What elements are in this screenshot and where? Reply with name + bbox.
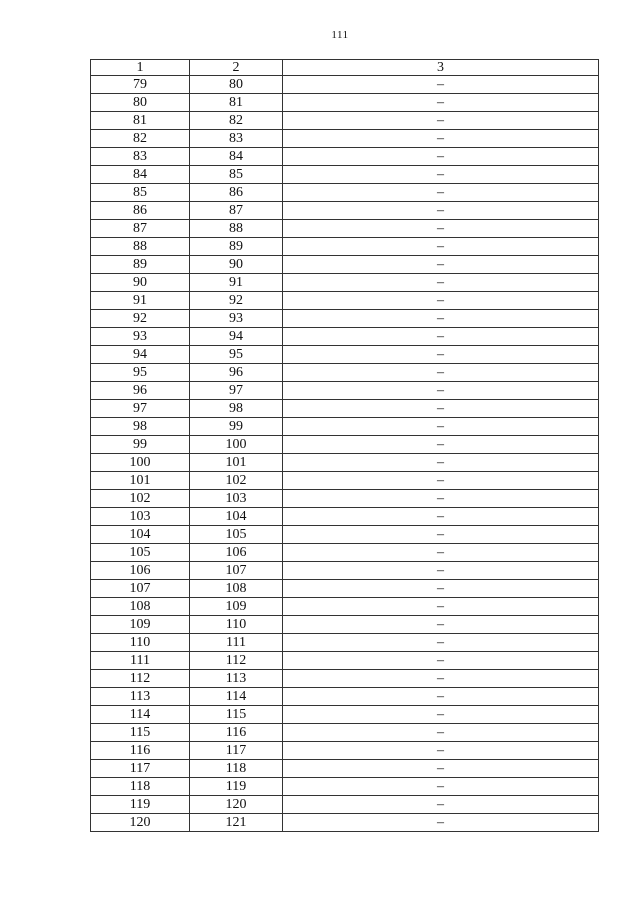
- table-cell-col-2: 106: [190, 544, 283, 562]
- table-cell-col-1: 103: [91, 508, 190, 526]
- table-cell-col-1: 96: [91, 382, 190, 400]
- table-row: [91, 76, 599, 94]
- table-cell-col-3: –: [283, 616, 599, 634]
- table-row: [91, 616, 599, 634]
- table-cell-col-2: 121: [190, 814, 283, 832]
- table-row: [91, 706, 599, 724]
- table-cell-col-3: –: [283, 454, 599, 472]
- table-cell-col-1: 114: [91, 706, 190, 724]
- table-cell-col-3: –: [283, 148, 599, 166]
- table-cell-col-3: –: [283, 796, 599, 814]
- table-cell-col-3: –: [283, 508, 599, 526]
- table-cell-col-1: 90: [91, 274, 190, 292]
- page-number: 111: [331, 29, 349, 41]
- table-cell-col-3: –: [283, 94, 599, 112]
- column-header-2: 2: [190, 60, 283, 76]
- table-cell-col-2: 96: [190, 364, 283, 382]
- table-cell-col-1: 116: [91, 742, 190, 760]
- table-cell-col-2: 111: [190, 634, 283, 652]
- table-cell-col-2: 95: [190, 346, 283, 364]
- table-cell-col-2: 80: [190, 76, 283, 94]
- table-row: [91, 148, 599, 166]
- table-row: [91, 670, 599, 688]
- table-cell-col-2: 118: [190, 760, 283, 778]
- table-cell-col-2: 116: [190, 724, 283, 742]
- table-cell-col-1: 111: [91, 652, 190, 670]
- table-cell-col-1: 79: [91, 76, 190, 94]
- table-cell-col-2: 94: [190, 328, 283, 346]
- table-cell-col-1: 100: [91, 454, 190, 472]
- table-cell-col-2: 105: [190, 526, 283, 544]
- table-cell-col-2: 100: [190, 436, 283, 454]
- table-row: [91, 184, 599, 202]
- table-row: [91, 814, 599, 832]
- table-cell-col-3: –: [283, 364, 599, 382]
- table-row: [91, 652, 599, 670]
- table-cell-col-2: 84: [190, 148, 283, 166]
- table-row: [91, 310, 599, 328]
- table-row: [91, 328, 599, 346]
- table-cell-col-1: 86: [91, 202, 190, 220]
- table-cell-col-3: –: [283, 814, 599, 832]
- table-cell-col-2: 88: [190, 220, 283, 238]
- table-cell-col-1: 89: [91, 256, 190, 274]
- table-cell-col-2: 98: [190, 400, 283, 418]
- table-row: [91, 202, 599, 220]
- table-cell-col-1: 80: [91, 94, 190, 112]
- table-cell-col-2: 93: [190, 310, 283, 328]
- table-cell-col-3: –: [283, 688, 599, 706]
- table-cell-col-1: 105: [91, 544, 190, 562]
- header-row: [91, 60, 599, 76]
- table-cell-col-1: 88: [91, 238, 190, 256]
- table-cell-col-2: 115: [190, 706, 283, 724]
- table-cell-col-2: 104: [190, 508, 283, 526]
- table-cell-col-2: 120: [190, 796, 283, 814]
- table-cell-col-3: –: [283, 634, 599, 652]
- table-cell-col-2: 108: [190, 580, 283, 598]
- table-row: [91, 508, 599, 526]
- table-cell-col-1: 118: [91, 778, 190, 796]
- column-header-1: 1: [91, 60, 190, 76]
- table-row: [91, 166, 599, 184]
- table-cell-col-3: –: [283, 706, 599, 724]
- table-cell-col-2: 113: [190, 670, 283, 688]
- table-cell-col-2: 83: [190, 130, 283, 148]
- table-cell-col-2: 85: [190, 166, 283, 184]
- table-row: [91, 724, 599, 742]
- table-cell-col-1: 115: [91, 724, 190, 742]
- table-cell-col-1: 98: [91, 418, 190, 436]
- table-cell-col-3: –: [283, 292, 599, 310]
- table-cell-col-1: 87: [91, 220, 190, 238]
- table-cell-col-2: 114: [190, 688, 283, 706]
- table-cell-col-2: 92: [190, 292, 283, 310]
- table-row: [91, 562, 599, 580]
- table-row: [91, 94, 599, 112]
- table-cell-col-3: –: [283, 472, 599, 490]
- table-row: [91, 292, 599, 310]
- table-cell-col-1: 84: [91, 166, 190, 184]
- table-cell-col-1: 106: [91, 562, 190, 580]
- table-row: [91, 220, 599, 238]
- table-cell-col-3: –: [283, 328, 599, 346]
- table-cell-col-2: 117: [190, 742, 283, 760]
- table-row: [91, 454, 599, 472]
- table-cell-col-1: 110: [91, 634, 190, 652]
- table-cell-col-2: 87: [190, 202, 283, 220]
- table-cell-col-2: 81: [190, 94, 283, 112]
- table-cell-col-2: 101: [190, 454, 283, 472]
- table-row: [91, 436, 599, 454]
- table-cell-col-2: 119: [190, 778, 283, 796]
- table-cell-col-3: –: [283, 580, 599, 598]
- table-row: [91, 382, 599, 400]
- table-row: [91, 472, 599, 490]
- table-cell-col-3: –: [283, 238, 599, 256]
- table-cell-col-3: –: [283, 598, 599, 616]
- table-row: [91, 256, 599, 274]
- table-row: [91, 112, 599, 130]
- table-cell-col-2: 82: [190, 112, 283, 130]
- table-cell-col-3: –: [283, 742, 599, 760]
- table-cell-col-3: –: [283, 256, 599, 274]
- table-cell-col-1: 83: [91, 148, 190, 166]
- table-cell-col-2: 107: [190, 562, 283, 580]
- table-cell-col-2: 112: [190, 652, 283, 670]
- table-body: [91, 76, 599, 832]
- table-cell-col-1: 91: [91, 292, 190, 310]
- table-header: [91, 60, 599, 76]
- table-cell-col-2: 110: [190, 616, 283, 634]
- table-cell-col-3: –: [283, 202, 599, 220]
- table-cell-col-3: –: [283, 76, 599, 94]
- table-cell-col-3: –: [283, 490, 599, 508]
- table-row: [91, 598, 599, 616]
- table-row: [91, 742, 599, 760]
- table-cell-col-2: 86: [190, 184, 283, 202]
- table-cell-col-3: –: [283, 418, 599, 436]
- table-cell-col-3: –: [283, 436, 599, 454]
- table-cell-col-3: –: [283, 652, 599, 670]
- table-cell-col-3: –: [283, 760, 599, 778]
- table-cell-col-1: 99: [91, 436, 190, 454]
- table-cell-col-2: 91: [190, 274, 283, 292]
- table-cell-col-1: 102: [91, 490, 190, 508]
- table-row: [91, 796, 599, 814]
- table-cell-col-1: 93: [91, 328, 190, 346]
- table-cell-col-3: –: [283, 184, 599, 202]
- table-row: [91, 364, 599, 382]
- table-row: [91, 346, 599, 364]
- table-row: [91, 778, 599, 796]
- table-cell-col-3: –: [283, 724, 599, 742]
- table-cell-col-1: 108: [91, 598, 190, 616]
- table-cell-col-1: 109: [91, 616, 190, 634]
- table-row: [91, 544, 599, 562]
- column-header-3: 3: [283, 60, 599, 76]
- table-cell-col-1: 92: [91, 310, 190, 328]
- table-cell-col-1: 82: [91, 130, 190, 148]
- table-cell-col-1: 120: [91, 814, 190, 832]
- data-table: [90, 59, 599, 832]
- table-cell-col-1: 107: [91, 580, 190, 598]
- table-cell-col-2: 102: [190, 472, 283, 490]
- table-row: [91, 580, 599, 598]
- table-cell-col-2: 99: [190, 418, 283, 436]
- table-row: [91, 130, 599, 148]
- table-cell-col-3: –: [283, 670, 599, 688]
- table-cell-col-3: –: [283, 778, 599, 796]
- table-cell-col-1: 117: [91, 760, 190, 778]
- table-cell-col-3: –: [283, 400, 599, 418]
- table-cell-col-1: 101: [91, 472, 190, 490]
- table-row: [91, 688, 599, 706]
- table-cell-col-3: –: [283, 166, 599, 184]
- table-cell-col-2: 109: [190, 598, 283, 616]
- table-cell-col-3: –: [283, 562, 599, 580]
- table-row: [91, 274, 599, 292]
- table-cell-col-1: 81: [91, 112, 190, 130]
- table-cell-col-2: 97: [190, 382, 283, 400]
- table-cell-col-1: 112: [91, 670, 190, 688]
- table-row: [91, 490, 599, 508]
- table-row: [91, 418, 599, 436]
- table-cell-col-1: 94: [91, 346, 190, 364]
- table-cell-col-1: 95: [91, 364, 190, 382]
- table-cell-col-3: –: [283, 274, 599, 292]
- table-cell-col-1: 119: [91, 796, 190, 814]
- table-cell-col-3: –: [283, 220, 599, 238]
- table-cell-col-3: –: [283, 130, 599, 148]
- table-cell-col-1: 85: [91, 184, 190, 202]
- table-cell-col-2: 89: [190, 238, 283, 256]
- table-row: [91, 238, 599, 256]
- table-cell-col-3: –: [283, 112, 599, 130]
- table-cell-col-3: –: [283, 382, 599, 400]
- table-cell-col-1: 113: [91, 688, 190, 706]
- table-row: [91, 400, 599, 418]
- table-cell-col-3: –: [283, 310, 599, 328]
- table-cell-col-3: –: [283, 544, 599, 562]
- table-cell-col-3: –: [283, 346, 599, 364]
- table-row: [91, 634, 599, 652]
- table-cell-col-1: 104: [91, 526, 190, 544]
- table-cell-col-2: 103: [190, 490, 283, 508]
- table-cell-col-3: –: [283, 526, 599, 544]
- table-row: [91, 526, 599, 544]
- table-row: [91, 760, 599, 778]
- table-cell-col-2: 90: [190, 256, 283, 274]
- table-cell-col-1: 97: [91, 400, 190, 418]
